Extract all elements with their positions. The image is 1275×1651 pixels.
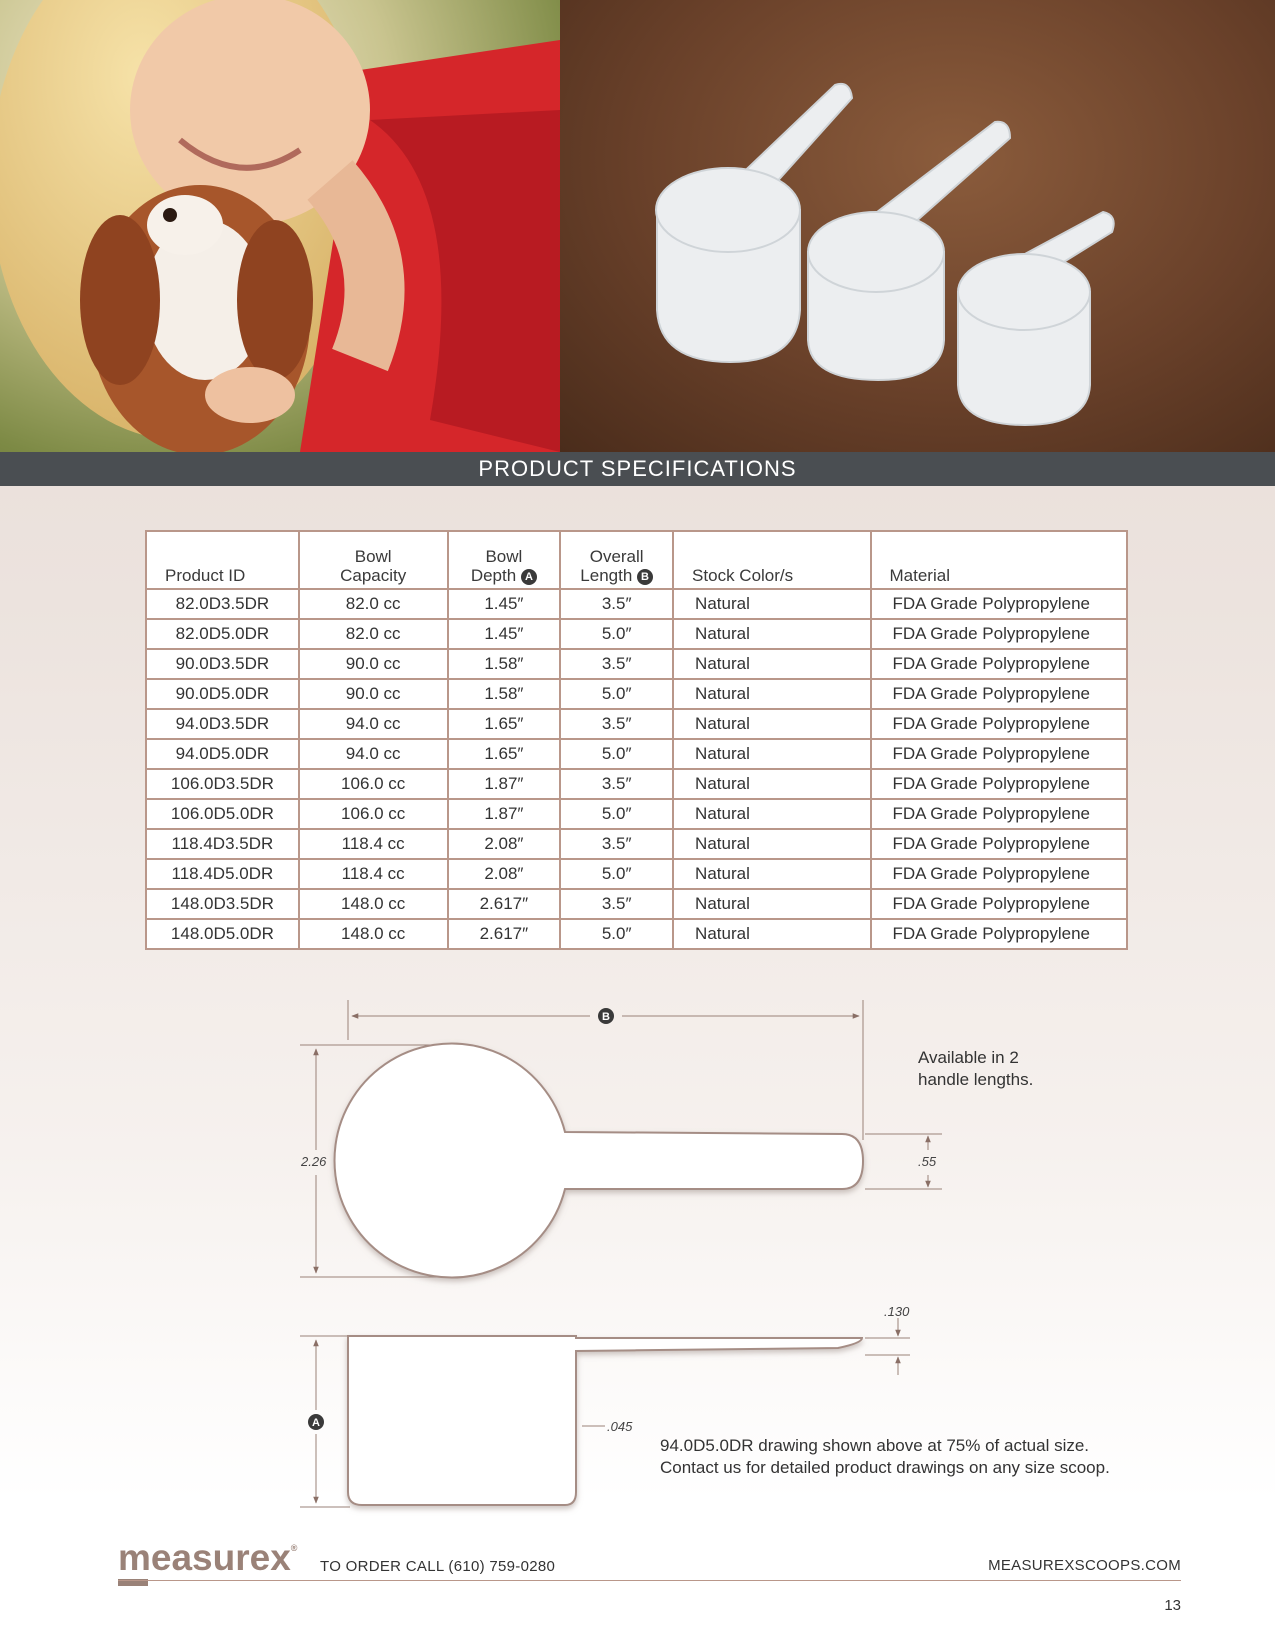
cell-overall-length: 3.5″ (560, 649, 673, 679)
cell-overall-length: 3.5″ (560, 769, 673, 799)
cell-bowl-capacity: 118.4 cc (299, 859, 448, 889)
cell-overall-length: 3.5″ (560, 709, 673, 739)
header-overall-length: Overall Length B (560, 531, 673, 589)
cell-overall-length: 3.5″ (560, 889, 673, 919)
cell-product-id: 90.0D3.5DR (146, 649, 299, 679)
cell-product-id: 148.0D5.0DR (146, 919, 299, 949)
cell-stock-color: Natural (673, 829, 870, 859)
cell-material: FDA Grade Polypropylene (871, 889, 1127, 919)
cell-overall-length: 5.0″ (560, 739, 673, 769)
table-row (146, 589, 1127, 619)
dim-wall-label: .045 (607, 1419, 633, 1434)
cell-overall-length: 5.0″ (560, 859, 673, 889)
cell-bowl-capacity: 82.0 cc (299, 589, 448, 619)
table-row (146, 739, 1127, 769)
cell-stock-color: Natural (673, 739, 870, 769)
photo-three-scoops (560, 0, 1275, 452)
cell-overall-length: 3.5″ (560, 829, 673, 859)
page-number: 13 (1164, 1597, 1181, 1614)
cell-bowl-capacity: 118.4 cc (299, 829, 448, 859)
header-bowl-depth: Bowl Depth A (448, 531, 561, 589)
cell-material: FDA Grade Polypropylene (871, 829, 1127, 859)
cell-stock-color: Natural (673, 889, 870, 919)
measurex-logo: measurex® (118, 1537, 298, 1578)
table-row (146, 829, 1127, 859)
cell-bowl-depth: 1.58″ (448, 679, 561, 709)
cell-bowl-capacity: 90.0 cc (299, 679, 448, 709)
cell-bowl-depth: 1.87″ (448, 769, 561, 799)
cell-bowl-depth: 1.65″ (448, 709, 561, 739)
cell-bowl-capacity: 94.0 cc (299, 739, 448, 769)
cell-stock-color: Natural (673, 589, 870, 619)
cell-overall-length: 3.5″ (560, 589, 673, 619)
scoop-top-view (335, 1044, 863, 1278)
cell-stock-color: Natural (673, 769, 870, 799)
cell-bowl-capacity: 94.0 cc (299, 709, 448, 739)
header-material: Material (871, 531, 1127, 589)
section-banner: PRODUCT SPECIFICATIONS (0, 452, 1275, 486)
header-stock-color: Stock Color/s (673, 531, 870, 589)
dim-handle-width-label: .55 (918, 1154, 937, 1169)
dim-height-label: 2.26 (301, 1154, 327, 1169)
cell-bowl-capacity: 90.0 cc (299, 649, 448, 679)
cell-material: FDA Grade Polypropylene (871, 709, 1127, 739)
cell-bowl-depth: 2.08″ (448, 859, 561, 889)
header-bowl-capacity: Bowl Capacity (299, 531, 448, 589)
cell-bowl-capacity: 82.0 cc (299, 619, 448, 649)
scoop-side-view (348, 1336, 862, 1505)
spec-table (145, 530, 1128, 950)
cell-overall-length: 5.0″ (560, 679, 673, 709)
cell-bowl-capacity: 106.0 cc (299, 769, 448, 799)
cell-product-id: 118.4D5.0DR (146, 859, 299, 889)
table-row (146, 889, 1127, 919)
table-row (146, 709, 1127, 739)
cell-stock-color: Natural (673, 799, 870, 829)
marker-b-badge: B (637, 569, 653, 585)
footer-divider (118, 1580, 1181, 1581)
table-header-row (146, 531, 1127, 589)
photo-woman-with-puppy (0, 0, 560, 452)
cell-material: FDA Grade Polypropylene (871, 799, 1127, 829)
cell-bowl-capacity: 148.0 cc (299, 889, 448, 919)
cell-bowl-depth: 1.65″ (448, 739, 561, 769)
cell-stock-color: Natural (673, 709, 870, 739)
note-drawing-scale: 94.0D5.0DR drawing shown above at 75% of actual size. Contact us for detailed product drawings on any size scoop. (660, 1436, 1110, 1477)
technical-drawing (0, 990, 1275, 1520)
cell-product-id: 82.0D5.0DR (146, 619, 299, 649)
cell-stock-color: Natural (673, 649, 870, 679)
marker-a-badge: A (521, 569, 537, 585)
cell-bowl-depth: 2.617″ (448, 919, 561, 949)
cell-product-id: 94.0D5.0DR (146, 739, 299, 769)
cell-bowl-capacity: 148.0 cc (299, 919, 448, 949)
cell-product-id: 118.4D3.5DR (146, 829, 299, 859)
hero-images (0, 0, 1275, 452)
spec-table-body (146, 589, 1127, 949)
cell-overall-length: 5.0″ (560, 799, 673, 829)
cell-product-id: 90.0D5.0DR (146, 679, 299, 709)
cell-material: FDA Grade Polypropylene (871, 649, 1127, 679)
cell-bowl-depth: 1.58″ (448, 649, 561, 679)
cell-bowl-depth: 2.617″ (448, 889, 561, 919)
cell-material: FDA Grade Polypropylene (871, 679, 1127, 709)
cell-material: FDA Grade Polypropylene (871, 859, 1127, 889)
cell-stock-color: Natural (673, 859, 870, 889)
marker-b-label: B (602, 1011, 610, 1023)
cell-material: FDA Grade Polypropylene (871, 619, 1127, 649)
cell-material: FDA Grade Polypropylene (871, 589, 1127, 619)
cell-product-id: 82.0D3.5DR (146, 589, 299, 619)
table-row (146, 919, 1127, 949)
cell-bowl-depth: 1.87″ (448, 799, 561, 829)
cell-bowl-capacity: 106.0 cc (299, 799, 448, 829)
dim-handle-thickness-label: .130 (884, 1304, 910, 1319)
cell-material: FDA Grade Polypropylene (871, 919, 1127, 949)
cell-overall-length: 5.0″ (560, 919, 673, 949)
cell-stock-color: Natural (673, 919, 870, 949)
cell-product-id: 148.0D3.5DR (146, 889, 299, 919)
cell-product-id: 106.0D5.0DR (146, 799, 299, 829)
table-row (146, 769, 1127, 799)
website-link[interactable]: MEASUREXSCOOPS.COM (988, 1557, 1181, 1574)
cell-bowl-depth: 1.45″ (448, 589, 561, 619)
cell-material: FDA Grade Polypropylene (871, 739, 1127, 769)
cell-material: FDA Grade Polypropylene (871, 769, 1127, 799)
note-handle-lengths: Available in 2 handle lengths. (918, 1048, 1034, 1089)
cell-product-id: 106.0D3.5DR (146, 769, 299, 799)
table-row (146, 679, 1127, 709)
cell-bowl-depth: 2.08″ (448, 829, 561, 859)
order-phone: TO ORDER CALL (610) 759-0280 (320, 1558, 556, 1575)
table-row (146, 859, 1127, 889)
cell-product-id: 94.0D3.5DR (146, 709, 299, 739)
cell-stock-color: Natural (673, 619, 870, 649)
cell-stock-color: Natural (673, 679, 870, 709)
marker-a-label: A (312, 1417, 320, 1429)
table-row (146, 649, 1127, 679)
cell-overall-length: 5.0″ (560, 619, 673, 649)
cell-bowl-depth: 1.45″ (448, 619, 561, 649)
table-row (146, 619, 1127, 649)
table-row (146, 799, 1127, 829)
header-product-id: Product ID (146, 531, 299, 589)
